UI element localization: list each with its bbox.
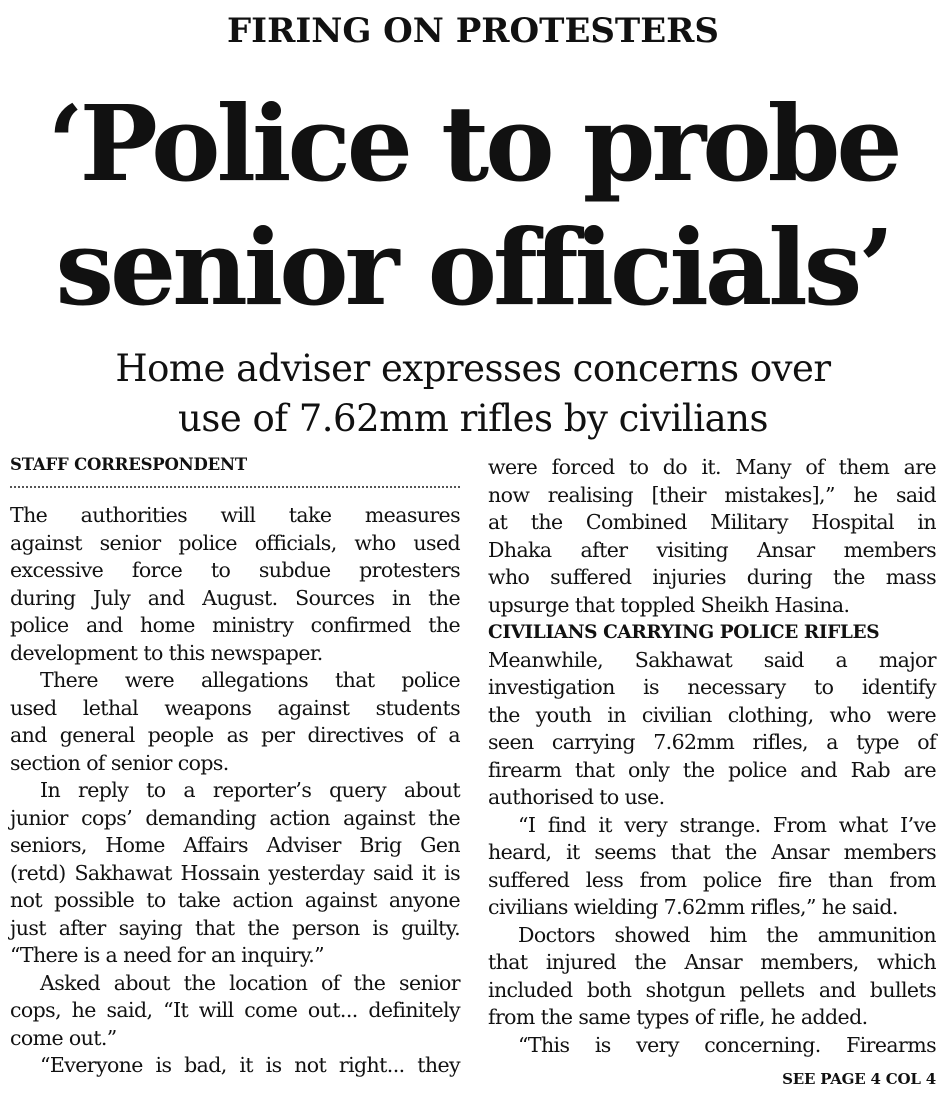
article-column-right bbox=[488, 454, 936, 1059]
deck-line-1: Home adviser expresses concerns over bbox=[115, 347, 831, 390]
kicker: FIRING ON PROTESTERS bbox=[227, 11, 719, 51]
deck bbox=[0, 344, 946, 444]
text-line: section of senior cops. bbox=[10, 750, 229, 775]
article-column-left bbox=[10, 454, 460, 1080]
deck-line-2: use of 7.62mm rifles by civilians bbox=[178, 397, 768, 440]
text-line: heard, it seems that the Ansar members bbox=[488, 840, 936, 864]
text-line: development to this newspaper. bbox=[10, 640, 323, 665]
text-line: seniors, Home Affairs Adviser Brig Gen bbox=[10, 833, 460, 857]
text-line: not possible to take action against anyone bbox=[10, 888, 460, 912]
text-line: the youth in civilian clothing, who were bbox=[488, 702, 936, 727]
headline bbox=[0, 82, 946, 330]
body-text-left bbox=[10, 502, 460, 1080]
text-line: included both shotgun pellets and bullets bbox=[488, 977, 936, 1002]
text-line: Meanwhile, Sakhawat said a major bbox=[488, 647, 936, 672]
body-text-right bbox=[488, 454, 936, 1059]
text-line: authorised to use. bbox=[488, 785, 665, 809]
text-line: excessive force to subdue protesters bbox=[10, 558, 460, 582]
text-line: that injured the Ansar members, which bbox=[488, 950, 936, 974]
text-line: who suffered injuries during the mass bbox=[488, 565, 936, 589]
text-line: suffered less from police fire than from bbox=[488, 867, 936, 892]
text-line: were forced to do it. Many of them are bbox=[488, 455, 936, 479]
headline-line-1: ‘Police to probe bbox=[47, 82, 899, 205]
text-line: junior cops’ demanding action against the bbox=[10, 805, 460, 830]
byline: STAFF CORRESPONDENT bbox=[10, 454, 460, 488]
text-line: Doctors showed him the ammunition bbox=[518, 922, 936, 947]
text-line: “I find it very strange. From what I’ve bbox=[518, 812, 936, 837]
text-line: at the Combined Military Hospital in bbox=[488, 510, 936, 534]
text-line: upsurge that toppled Sheikh Hasina. bbox=[488, 592, 850, 617]
text-line: against senior police officials, who used bbox=[10, 530, 460, 555]
text-line: “Everyone is bad, it is not right... they bbox=[40, 1053, 460, 1077]
text-line: now realising [their mistakes],” he said bbox=[488, 482, 936, 507]
text-line: cops, he said, “It will come out... definitely bbox=[10, 998, 460, 1022]
text-line: (retd) Sakhawat Hossain yesterday said it is bbox=[10, 860, 460, 885]
text-line: seen carrying 7.62mm rifles, a type of bbox=[488, 730, 936, 754]
text-line: civilians wielding 7.62mm rifles,” he said. bbox=[488, 895, 898, 919]
text-line: The authorities will take measures bbox=[10, 503, 460, 527]
jump-line: SEE PAGE 4 COL 4 bbox=[782, 1070, 936, 1088]
text-line: come out.” bbox=[10, 1025, 117, 1050]
text-line: police and home ministry confirmed the bbox=[10, 613, 460, 637]
text-line: “There is a need for an inquiry.” bbox=[10, 943, 325, 967]
text-line: from the same types of rifle, he added. bbox=[488, 1005, 868, 1029]
headline-line-2: senior officials’ bbox=[55, 206, 891, 329]
text-line: during July and August. Sources in the bbox=[10, 585, 460, 610]
text-line: “This is very concerning. Firearms bbox=[518, 1032, 936, 1057]
text-line: In reply to a reporter’s query about bbox=[40, 778, 460, 802]
text-line: There were allegations that police bbox=[40, 668, 460, 692]
subheading: CIVILIANS CARRYING POLICE RIFLES bbox=[488, 622, 880, 643]
text-line: Dhaka after visiting Ansar members bbox=[488, 537, 936, 562]
text-line: firearm that only the police and Rab are bbox=[488, 757, 936, 782]
text-line: used lethal weapons against students bbox=[10, 695, 460, 720]
text-line: Asked about the location of the senior bbox=[40, 970, 460, 995]
text-line: and general people as per directives of a bbox=[10, 723, 460, 747]
text-line: investigation is necessary to identify bbox=[488, 675, 936, 699]
text-line: just after saying that the person is guilty. bbox=[10, 915, 460, 940]
